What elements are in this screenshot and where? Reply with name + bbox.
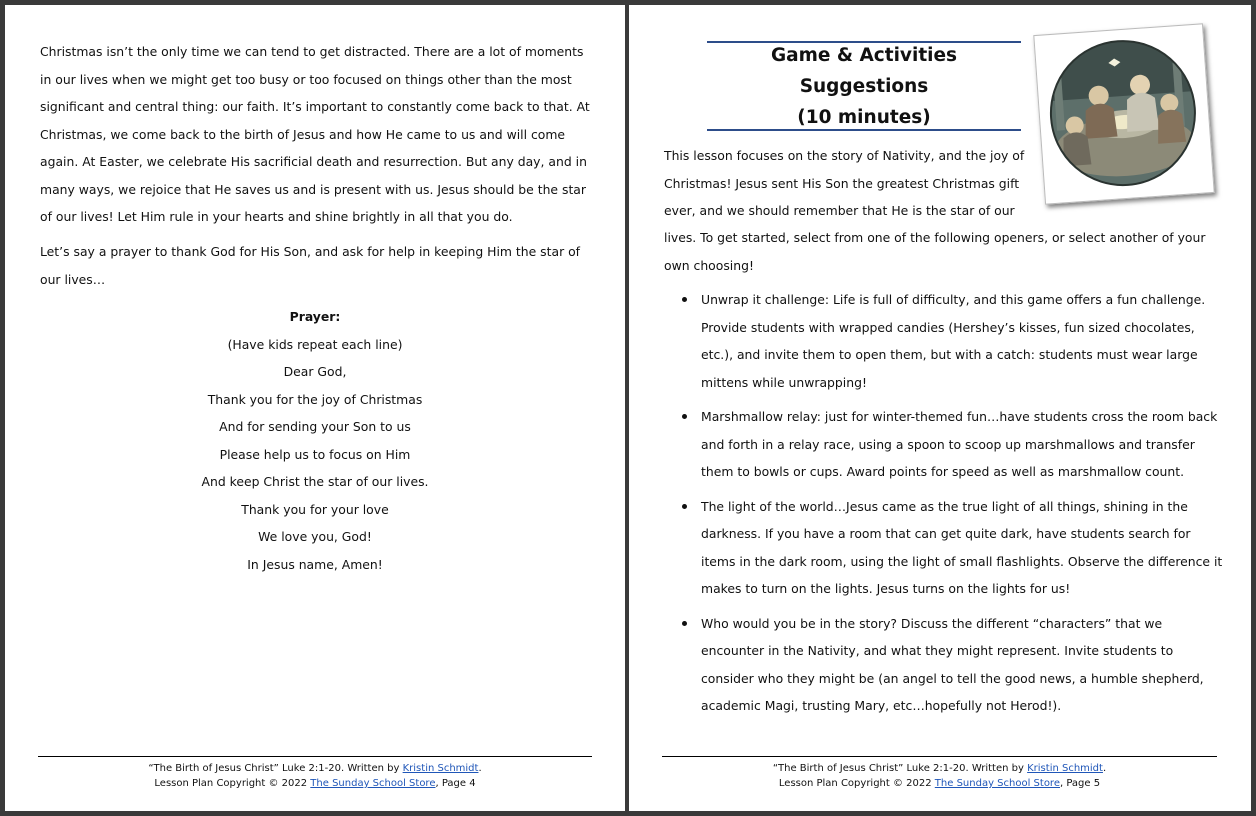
page-footer: [662, 756, 1217, 796]
footer-line-2: Lesson Plan Copyright © 2022 The Sunday School Store, Page 5: [778, 778, 1101, 789]
footer-line-1: “The Birth of Jesus Christ” Luke 2:1-20. Written by Kristin Schmidt.: [772, 763, 1107, 774]
prayer-line: In Jesus name, Amen!: [247, 556, 383, 572]
page-number: , Page 4: [435, 778, 476, 789]
section-heading: [707, 41, 1021, 131]
heading-line-2: (10 minutes): [797, 106, 931, 128]
prayer-line: We love you, God!: [258, 529, 372, 544]
footer-line-1: “The Birth of Jesus Christ” Luke 2:1-20. Written by Kristin Schmidt.: [148, 763, 482, 774]
prayer-line: (Have kids repeat each line): [227, 336, 403, 352]
list-item: The light of the world…Jesus came as the true light of all things, shining in the darkness. If you have a room that can get quite dark, have students search for items in the dark room, using the light of small flashlights. Observe the difference it makes to turn on the lights. Jesus turns on the lights for us!: [664, 493, 1224, 603]
author-link[interactable]: Kristin Schmidt: [1027, 763, 1103, 774]
intro-paragraph: This lesson focuses on the story of Nativity, and the joy of Christmas! Jesus sent His Son the greatest Christmas gift ever, and we should remember that He is the star of our: [664, 148, 1025, 218]
prayer-line: Thank you for your love: [241, 501, 389, 517]
list-item: Marshmallow relay: just for winter-themed fun…have students cross the room back and forth in a relay race, using a spoon to scoop up marshmallows and transfer them to bowls or cups. Award points for speed as well as marshmallow count.: [664, 403, 1224, 486]
prayer-line: And for sending your Son to us: [219, 419, 411, 434]
author-link[interactable]: Kristin Schmidt: [402, 763, 479, 774]
bullet-icon: [682, 504, 687, 509]
prayer-block: [65, 303, 565, 578]
list-item: Unwrap it challenge: Life is full of difficulty, and this game offers a fun challenge. Provide students with wrapped candies (Hershey’s kisses, fun sized chocolates, etc.), and invite them to open them, but with a catch: students must wear large mittens while unwrapping!: [664, 286, 1224, 396]
page-4: [5, 5, 625, 811]
store-link[interactable]: The Sunday School Store: [310, 778, 436, 789]
prayer-line: Dear God,: [283, 364, 347, 379]
prayer-title: Prayer:: [289, 309, 341, 324]
prayer-line: Please help us to focus on Him: [219, 446, 411, 462]
list-item: Who would you be in the story? Discuss the different “characters” that we encounter in the Nativity, and what they might represent. Invite students to consider who they might be (an angel to tell the good news, a humble shepherd, academic Magi, trusting Mary, etc…hopefully not Herod!).: [664, 610, 1224, 720]
footer-line-2: Lesson Plan Copyright © 2022 The Sunday School Store, Page 4: [154, 778, 476, 789]
body-paragraph: Christmas isn’t the only time we can tend to get distracted. There are a lot of moments in our lives when we might get too busy or too focused on things other than the most significant and central thing: our faith. It’s important to constantly come back to that. At Christmas, we come back to the birth of Jesus and how He came to us and will come again. At Easter, we celebrate His sacrificial death and resurrection. But any day, and in many ways, we rejoice that He saves us and is present with us. Jesus should be the star of our lives! Let Him rule in your hearts and shine brightly in all that you do.: [40, 44, 590, 224]
page-number: , Page 5: [1059, 778, 1101, 789]
prayer-line: And keep Christ the star of our lives.: [201, 474, 429, 489]
bullet-icon: [682, 414, 687, 419]
store-link[interactable]: The Sunday School Store: [934, 778, 1060, 789]
nativity-illustration-icon: [1041, 31, 1205, 195]
bullet-icon: [682, 297, 687, 302]
prayer-line: Thank you for the joy of Christmas: [207, 391, 423, 407]
nativity-illustration: [1033, 23, 1214, 204]
page-footer: [38, 756, 592, 796]
bullet-icon: [682, 621, 687, 626]
prayer-intro-paragraph: Let’s say a prayer to thank God for His Son, and ask for help in keeping Him the star of our lives…: [40, 244, 581, 287]
heading-line-1: Game & Activities Suggestions: [770, 44, 958, 97]
page-5: [629, 5, 1251, 811]
activities-list: [664, 286, 1224, 727]
intro-paragraph-continued: lives. To get started, select from one of the following openers, or select another of your own choosing!: [664, 230, 1206, 273]
